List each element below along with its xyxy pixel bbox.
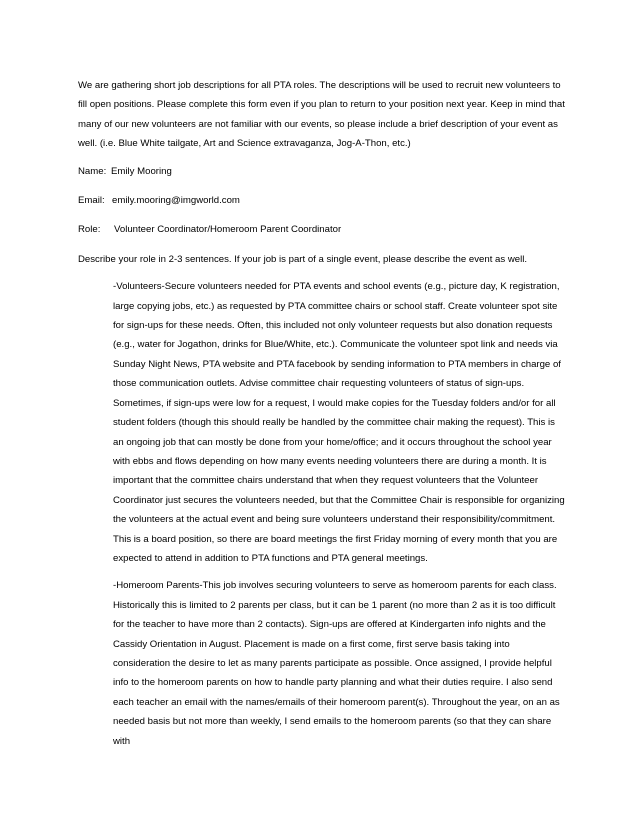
name-value: Emily Mooring — [111, 165, 172, 177]
role-row — [78, 220, 572, 239]
document-page — [78, 76, 572, 755]
email-label: Email: — [78, 195, 105, 207]
role-value: Volunteer Coordinator/Homeroom Parent Coordinator — [114, 224, 342, 236]
volunteers-description: -Volunteers-Secure volunteers needed for PTA events and school events (e.g., picture day, K registration, large copying jobs, etc.) as requested by PTA committee chairs or school staff. Create volunteer spot site for sign-ups for these needs. Often, this included not only volunteer requests but also donation requests (e.g., water for Jogathon, drinks for Blue/White, etc.). Communicate the volunteer spot link and needs via Sunday Night News, PTA website and PTA facebook by sending information to PTA members in charge of those communication outlets. Advise committee chair requesting volunteers of status of sign-ups. Sometimes, if sign-ups were low for a request, I would make copies for the Tuesday folders and/or for all student folders (though this should really be handled by the committee chair making the request). This is an ongoing job that can mostly be done from your home/office; and it occurs throughout the school year with ebbs and flows depending on how many events needing volunteers there are during a month. It is important that the committee chairs understand that when they request volunteers that the Volunteer Coordinator just secures the volunteers needed, but that the Committee Chair is responsible for organizing the volunteers at the actual event and being sure volunteers understand their responsibility/commitment. This is a board position, so there are board meetings the first Friday morning of every month that you are expected to attend in addition to PTA functions and PTA general meetings. — [113, 281, 565, 564]
name-label: Name: — [78, 165, 107, 177]
email-row — [78, 191, 572, 210]
homeroom-parents-description: -Homeroom Parents-This job involves securing volunteers to serve as homeroom parents for each class. Historically this is limited to 2 parents per class, but it can be 1 parent (no more than 2 as it is too difficult for the teacher to have more than 2 contacts). Sign-ups are offered at Kindergarten info nights and the Cassidy Orientation in August. Placement is made on a first come, first serve basis taking into consideration the desire to let as many parents participate as possible. Once assigned, I provide helpful info to the homeroom parents on how to handle party planning and what their duties require. I also send each teacher an email with the names/emails of their homeroom parent(s). Throughout the year, on an as needed basis but not more than weekly, I send emails to the homeroom parents (so that they can share with — [113, 580, 560, 747]
description-block — [113, 277, 568, 751]
prompt-paragraph: Describe your role in 2-3 sentences. If your job is part of a single event, please describe the event as well. — [78, 253, 528, 265]
name-row — [78, 162, 572, 181]
email-value: emily.mooring@imgworld.com — [112, 195, 240, 207]
role-label: Role: — [78, 224, 101, 236]
intro-paragraph: We are gathering short job descriptions for all PTA roles. The descriptions will be used to recruit new volunteers to fill open positions. Please complete this form even if you plan to return to your position next year. Keep in mind that many of our new volunteers are not familiar with our events, so please include a brief description of your event as well. (i.e. Blue White tailgate, Art and Science extravaganza, Jog-A-Thon, etc.) — [78, 80, 565, 150]
